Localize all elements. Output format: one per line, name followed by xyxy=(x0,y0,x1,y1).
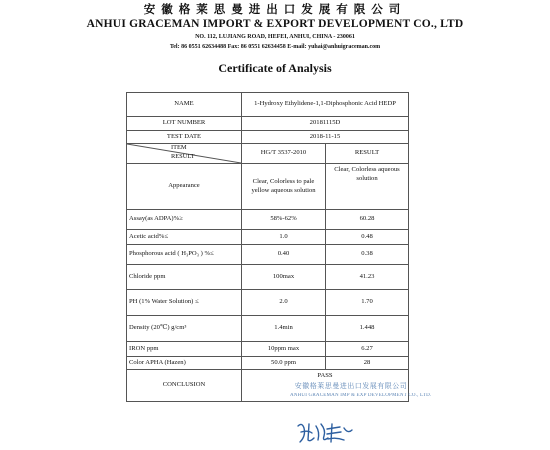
row-item: PH (1% Water Solution) ≤ xyxy=(127,290,242,316)
row-result: 60.28 xyxy=(326,210,409,230)
item-header: ITEM xyxy=(171,144,187,151)
name-value: 1-Hydroxy Ethylidene-1,1-Diphosphonic Acid HEDP xyxy=(242,93,409,117)
row-result: 0.38 xyxy=(326,245,409,265)
row-standard: 2.0 xyxy=(242,290,326,316)
row-standard: 1.0 xyxy=(242,230,326,245)
lot-label: LOT NUMBER xyxy=(127,117,242,131)
table-row xyxy=(127,245,409,265)
date-label: TEST DATE xyxy=(127,131,242,144)
row-item: Appearance xyxy=(127,164,242,210)
table-row xyxy=(127,230,409,245)
stamp-chinese-text: 安徽格莱思曼进出口发展有限公司 xyxy=(294,382,408,390)
row-item: Density (20℃) g/cm³ xyxy=(127,316,242,342)
row-item: Color APHA (Hazen) xyxy=(127,357,242,370)
table-row xyxy=(127,357,409,370)
date-value: 2018-11-15 xyxy=(242,131,409,144)
row-result: Clear, Colorless aqueous solution xyxy=(326,164,409,210)
row-standard: 100max xyxy=(242,265,326,290)
company-address: NO. 112, LUJIANG ROAD, HEFEI, ANHUI, CHINA - 230061 xyxy=(195,34,355,40)
conclusion-label: CONCLUSION xyxy=(127,370,242,402)
row-result: 1.70 xyxy=(326,290,409,316)
lot-value: 20181115D xyxy=(242,117,409,131)
table-row xyxy=(127,210,409,230)
row-standard: 10ppm max xyxy=(242,342,326,357)
row-standard: 0.40 xyxy=(242,245,326,265)
table-row xyxy=(127,164,409,210)
analysis-table xyxy=(126,92,409,402)
row-standard: 50.0 ppm xyxy=(242,357,326,370)
row-result: 41.23 xyxy=(326,265,409,290)
column-header-row xyxy=(127,144,409,164)
item-result-diagonal-cell xyxy=(127,144,242,164)
lot-row xyxy=(127,117,409,131)
table-row xyxy=(127,290,409,316)
row-item: Acetic acid%≤ xyxy=(127,230,242,245)
date-row xyxy=(127,131,409,144)
table-row xyxy=(127,342,409,357)
company-stamp xyxy=(290,378,432,406)
row-result: 1.448 xyxy=(326,316,409,342)
document-title: Certificate of Analysis xyxy=(218,61,332,75)
row-standard: 1.4min xyxy=(242,316,326,342)
result-header: RESULT xyxy=(326,144,409,164)
row-item: Assay(as ADPA)%≥ xyxy=(127,210,242,230)
row-result: 28 xyxy=(326,357,409,370)
row-standard: 58%-62% xyxy=(242,210,326,230)
stamp-english-text: ANHUI GRACEMAN IMP & EXP DEVELOPMENT CO., LTD. xyxy=(290,393,432,398)
row-item: Chloride ppm xyxy=(127,265,242,290)
standard-header: HG/T 3537-2010 xyxy=(242,144,326,164)
table-row xyxy=(127,265,409,290)
result-diagonal-header: RESULT xyxy=(171,153,195,160)
name-label: NAME xyxy=(127,93,242,117)
company-name-english: ANHUI GRACEMAN IMPORT & EXPORT DEVELOPMENT CO., LTD xyxy=(86,18,464,30)
row-item: IRON ppm xyxy=(127,342,242,357)
row-item: Phosphorous acid ( H₃PO₃ ) %≤ xyxy=(127,245,242,265)
table-row xyxy=(127,316,409,342)
row-standard: Clear, Colorless to pale yellow aqueous solution xyxy=(242,164,326,210)
conclusion-value: PASS xyxy=(242,370,409,402)
handwritten-signature xyxy=(294,418,374,446)
company-name-chinese: 安徽格莱思曼进出口发展有限公司 xyxy=(143,2,407,16)
name-row xyxy=(127,93,409,117)
company-contact: Tel: 86 0551 62634488 Fax: 86 0551 62634458 E-mail: yuhai@anhuigraceman.com xyxy=(169,44,381,50)
row-result: 0.48 xyxy=(326,230,409,245)
row-result: 6.27 xyxy=(326,342,409,357)
